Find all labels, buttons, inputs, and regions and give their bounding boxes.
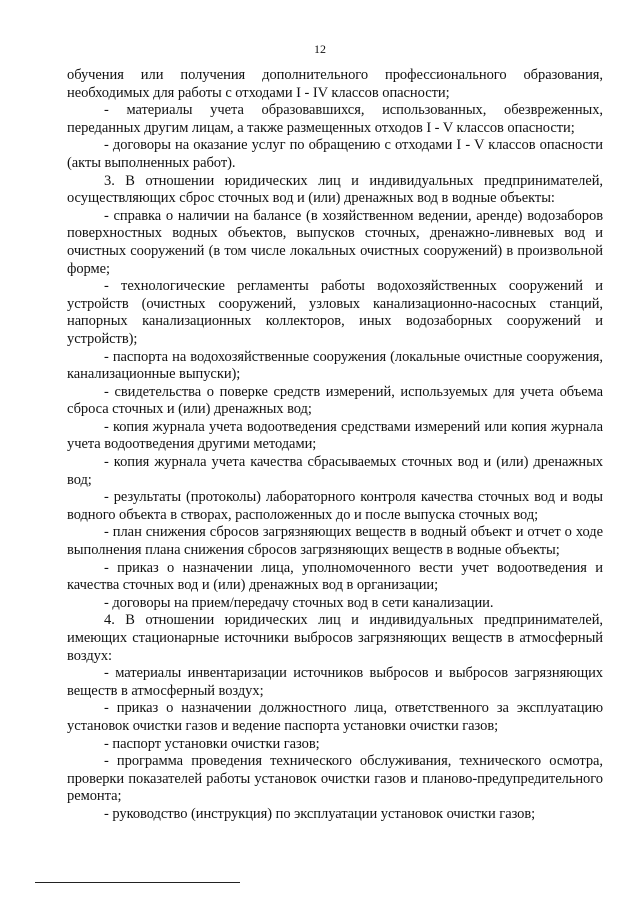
paragraph: обучения или получения дополнительного профессионального образования, необходимых для работы с отходами I - IV классов опасности;	[67, 67, 603, 101]
list-item: - технологические регламенты работы водохозяйственных сооружений и устройств (очистных сооружений, узловых канализационно-насосных станций, напорных канализационных коллекторов, иных водозаборных сооружений и устройств);	[67, 278, 603, 347]
list-item: - паспорта на водохозяйственные сооружения (локальные очистные сооружения, канализационные выпуски);	[67, 348, 603, 383]
list-item: - копия журнала учета водоотведения средствами измерений или копия журнала учета водоотведения другими методами;	[67, 418, 603, 453]
footnote-separator	[35, 882, 240, 883]
page-number: 12	[314, 42, 326, 56]
list-item: - план снижения сбросов загрязняющих веществ в водный объект и отчет о ходе выполнения плана снижения сбросов загрязняющих веществ в водные объекты;	[67, 524, 603, 559]
list-item: - материалы инвентаризации источников выбросов и выбросов загрязняющих веществ в атмосферный воздух;	[67, 665, 603, 699]
list-item: - справка о наличии на балансе (в хозяйственном ведении, аренде) водозаборов поверхностных водных объектов, выпусков сточных, дренажно-ливневых вод и очистных сооружений (в том числе локальных очистных сооружений) в произвольной форме;	[67, 207, 603, 277]
list-item: - программа проведения технического обслуживания, технического осмотра, проверки показателей работы установок очистки газов и планово-предупредительного ремонта;	[67, 753, 603, 805]
section-heading: 4. В отношении юридических лиц и индивидуальных предпринимателей, имеющих стационарные источники выбросов загрязняющих веществ в атмосферный воздух:	[67, 612, 603, 664]
list-item: - приказ о назначении должностного лица, ответственного за эксплуатацию установок очистки газов и ведение паспорта установки очистки газов;	[67, 700, 603, 734]
document-body	[67, 67, 603, 824]
list-item: - приказ о назначении лица, уполномоченного вести учет водоотведения и качества сточных вод и (или) дренажных вод в организации;	[67, 559, 603, 594]
list-item: - свидетельства о поверке средств измерений, используемых для учета объема сброса сточных и (или) дренажных вод;	[67, 383, 603, 418]
list-item: - паспорт установки очистки газов;	[104, 735, 320, 752]
section-heading: 3. В отношении юридических лиц и индивидуальных предпринимателей, осуществляющих сброс сточных вод и (или) дренажных вод в водные объекты:	[67, 172, 603, 207]
list-item: - руководство (инструкция) по эксплуатации установок очистки газов;	[104, 805, 536, 822]
list-item: - результаты (протоколы) лабораторного контроля качества сточных вод и воды водного объекта в створах, расположенных до и после выпуска сточных вод;	[67, 489, 603, 523]
list-item: - договоры на прием/передачу сточных вод в сети канализации.	[104, 594, 494, 611]
list-item: - копия журнала учета качества сбрасываемых сточных вод и (или) дренажных вод;	[67, 454, 603, 488]
list-item: - материалы учета образовавшихся, использованных, обезвреженных, переданных другим лицам, а также размещенных отходов I - V классов опасности;	[67, 102, 603, 136]
list-item: - договоры на оказание услуг по обращению с отходами I - V классов опасности (акты выполненных работ).	[67, 137, 603, 171]
